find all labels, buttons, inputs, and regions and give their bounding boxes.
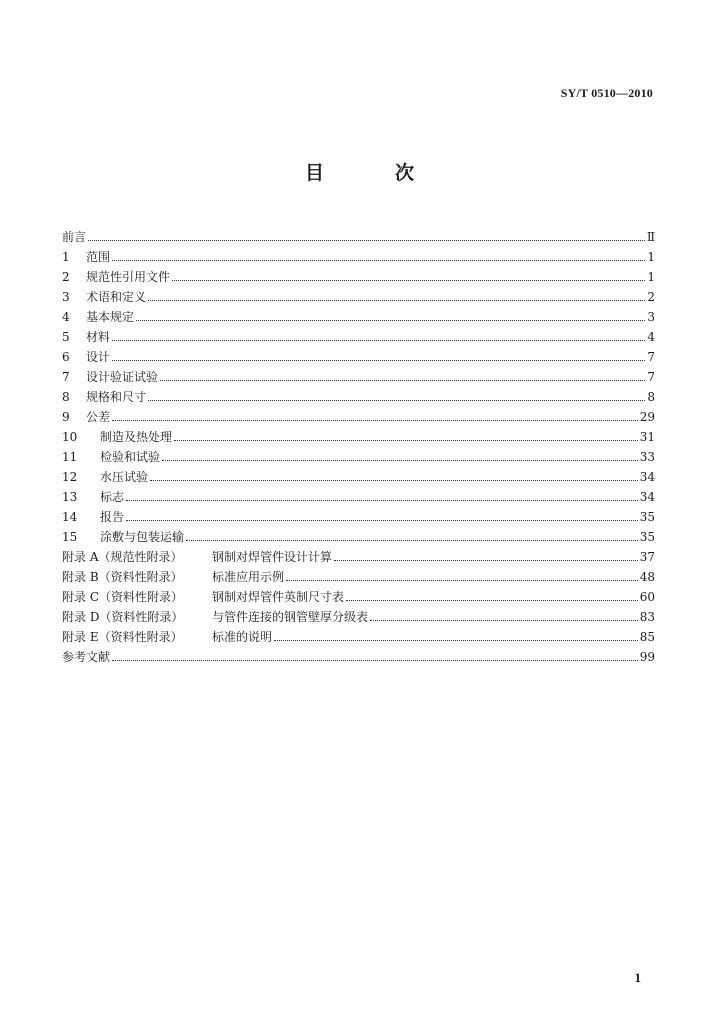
toc-entry[interactable] (62, 347, 655, 367)
toc-entry[interactable] (62, 647, 655, 667)
toc-entry-number: 6 (62, 350, 70, 364)
toc-leader-dots (112, 420, 638, 421)
toc-entry-number: 15 (62, 530, 78, 544)
toc-leader-dots (172, 280, 645, 281)
toc-leader-dots (286, 580, 638, 581)
toc-leader-dots (126, 520, 638, 521)
toc-entry-page: 35 (639, 510, 655, 524)
toc-leader-dots (112, 360, 645, 361)
toc-entry-page: 34 (639, 490, 655, 504)
toc-leader-dots (150, 480, 638, 481)
toc-leader-dots (112, 260, 645, 261)
toc-entry-number: 13 (62, 490, 78, 504)
toc-entry[interactable] (62, 607, 655, 627)
table-of-contents (62, 227, 655, 667)
toc-leader-dots (88, 240, 645, 241)
toc-entry-title: 钢制对焊管件英制尺寸表 (212, 590, 345, 604)
page-title: 目 次 (304, 162, 440, 184)
toc-entry-number: 11 (62, 450, 78, 464)
toc-entry-title: 规范性引用文件 (86, 270, 171, 284)
toc-entry[interactable] (62, 267, 655, 287)
toc-entry[interactable] (62, 227, 655, 247)
toc-entry-page: 33 (639, 450, 655, 464)
toc-entry[interactable] (62, 367, 655, 387)
toc-entry[interactable] (62, 547, 655, 567)
toc-entry-title: 报告 (100, 510, 125, 524)
toc-entry-number: 附录 C（资料性附录） (62, 590, 183, 604)
toc-entry-page: 48 (639, 570, 655, 584)
toc-entry-title: 参考文献 (62, 650, 111, 664)
toc-entry-page: 31 (639, 430, 655, 444)
toc-leader-dots (174, 440, 638, 441)
toc-entry-title: 检验和试验 (100, 450, 161, 464)
toc-entry-page: 3 (647, 310, 655, 324)
toc-entry-page: 34 (639, 470, 655, 484)
toc-entry-title: 术语和定义 (86, 290, 147, 304)
toc-leader-dots (274, 640, 638, 641)
toc-entry-page: 29 (639, 410, 655, 424)
toc-entry-title: 基本规定 (86, 310, 135, 324)
toc-leader-dots (370, 620, 638, 621)
toc-entry-title: 制造及热处理 (100, 430, 173, 444)
toc-entry[interactable] (62, 387, 655, 407)
toc-entry-number: 4 (62, 310, 70, 324)
toc-leader-dots (148, 400, 645, 401)
toc-entry-page: 2 (647, 290, 655, 304)
toc-leader-dots (186, 540, 638, 541)
page-number: 1 (634, 970, 641, 985)
toc-entry-number: 3 (62, 290, 70, 304)
toc-entry[interactable] (62, 247, 655, 267)
toc-entry[interactable] (62, 447, 655, 467)
toc-entry-page: 1 (647, 270, 655, 284)
toc-entry[interactable] (62, 487, 655, 507)
toc-entry[interactable] (62, 287, 655, 307)
toc-entry-title: 标准的说明 (212, 630, 273, 644)
toc-entry-page: 37 (639, 550, 655, 564)
toc-leader-dots (126, 500, 638, 501)
toc-entry-title: 设计 (86, 350, 111, 364)
toc-leader-dots (160, 380, 645, 381)
toc-entry-number: 7 (62, 370, 70, 384)
toc-entry-title: 设计验证试验 (86, 370, 159, 384)
toc-entry-page: 8 (647, 390, 655, 404)
toc-entry-title: 标准应用示例 (212, 570, 285, 584)
toc-entry[interactable] (62, 507, 655, 527)
toc-entry[interactable] (62, 467, 655, 487)
toc-entry-number: 2 (62, 270, 70, 284)
toc-entry-number: 附录 A（规范性附录） (62, 550, 183, 564)
toc-entry[interactable] (62, 527, 655, 547)
toc-entry-page: 60 (639, 590, 655, 604)
toc-leader-dots (112, 340, 645, 341)
toc-entry-number: 附录 E（资料性附录） (62, 630, 183, 644)
toc-entry-title: 规格和尺寸 (86, 390, 147, 404)
toc-entry[interactable] (62, 587, 655, 607)
toc-leader-dots (112, 660, 638, 661)
toc-entry-title: 前言 (62, 230, 87, 244)
toc-entry-number: 附录 D（资料性附录） (62, 610, 184, 624)
toc-entry-number: 10 (62, 430, 78, 444)
toc-leader-dots (148, 300, 645, 301)
toc-entry-page: 85 (639, 630, 655, 644)
toc-entry-page: 35 (639, 530, 655, 544)
toc-entry[interactable] (62, 307, 655, 327)
toc-entry-title: 材料 (86, 330, 111, 344)
toc-entry-page: 1 (647, 250, 655, 264)
standard-code: SY/T 0510—2010 (560, 86, 653, 100)
toc-entry-title: 涂敷与包装运输 (100, 530, 185, 544)
toc-entry-number: 14 (62, 510, 78, 524)
toc-leader-dots (346, 600, 638, 601)
toc-entry-title: 范围 (86, 250, 111, 264)
toc-entry-page: 4 (647, 330, 655, 344)
toc-entry-page: 99 (639, 650, 655, 664)
toc-entry-page: Ⅱ (646, 230, 655, 244)
toc-leader-dots (136, 320, 645, 321)
toc-entry-title: 公差 (86, 410, 111, 424)
toc-entry-number: 1 (62, 250, 70, 264)
toc-entry-number: 附录 B（资料性附录） (62, 570, 183, 584)
toc-entry-title: 水压试验 (100, 470, 149, 484)
toc-entry-number: 9 (62, 410, 70, 424)
toc-entry-number: 12 (62, 470, 78, 484)
toc-entry-number: 5 (62, 330, 70, 344)
toc-entry-page: 83 (639, 610, 655, 624)
toc-entry[interactable] (62, 427, 655, 447)
toc-entry[interactable] (62, 627, 655, 647)
toc-leader-dots (162, 460, 638, 461)
toc-entry-page: 7 (647, 350, 655, 364)
toc-entry-page: 7 (647, 370, 655, 384)
toc-entry-number: 8 (62, 390, 70, 404)
toc-entry[interactable] (62, 407, 655, 427)
toc-entry[interactable] (62, 567, 655, 587)
toc-entry-title: 标志 (100, 490, 125, 504)
toc-leader-dots (334, 560, 638, 561)
toc-entry[interactable] (62, 327, 655, 347)
toc-entry-title: 与管件连接的钢管壁厚分级表 (212, 610, 369, 624)
toc-entry-title: 钢制对焊管件设计计算 (212, 550, 333, 564)
